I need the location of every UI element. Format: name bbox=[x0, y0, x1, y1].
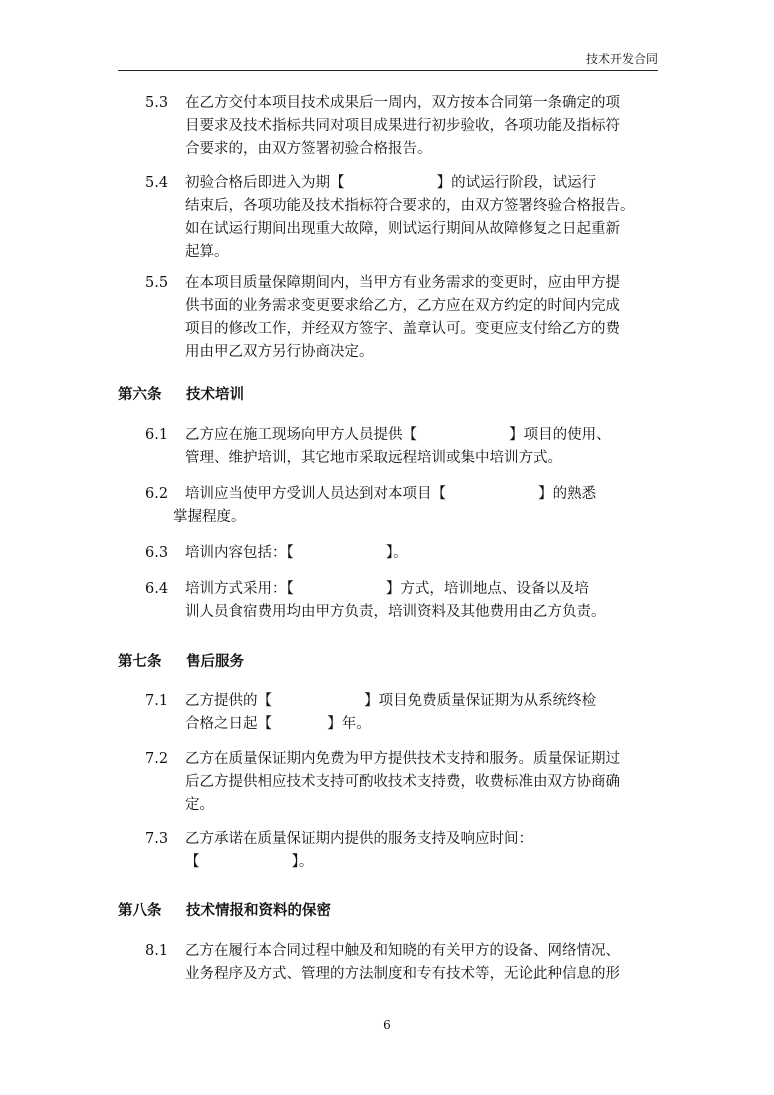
clause-text-line: 乙方在履行本合同过程中触及和知晓的有关甲方的设备、网络情况、 bbox=[185, 943, 620, 959]
clause-text-line: 起算。 bbox=[185, 244, 229, 260]
clause-text-line: 合格之日起【 】年。 bbox=[185, 716, 371, 732]
clause-number: 5.3 bbox=[145, 95, 169, 111]
article-title: 技术情报和资料的保密 bbox=[186, 902, 331, 919]
clause-text-line: 培训方式采用：【 】方式，培训地点、设备以及培 bbox=[185, 581, 589, 597]
clause-number: 6.2 bbox=[145, 486, 169, 502]
clause-7-1 bbox=[145, 690, 665, 736]
clause-text-line: 乙方承诺在质量保证期内提供的服务支持及响应时间： bbox=[185, 831, 533, 847]
clause-text-line: 目要求及技术指标共同对项目成果进行初步验收，各项功能及指标符 bbox=[185, 118, 620, 134]
clause-number: 5.5 bbox=[145, 275, 169, 291]
clause-6-2 bbox=[145, 483, 665, 529]
clause-text-line: 在本项目质量保障期间内，当甲方有业务需求的变更时，应由甲方提 bbox=[185, 275, 620, 291]
clause-7-2 bbox=[145, 748, 665, 817]
header-divider bbox=[118, 70, 658, 71]
article-title: 技术培训 bbox=[186, 386, 244, 403]
clause-6-4 bbox=[145, 578, 665, 624]
page-header-title: 技术开发合同 bbox=[585, 52, 658, 66]
clause-text-line: 初验合格后即进入为期【 】的试运行阶段，试运行 bbox=[185, 175, 597, 191]
article-number: 第六条 bbox=[118, 386, 162, 403]
clause-number: 6.3 bbox=[145, 545, 169, 561]
clause-text-line: 在乙方交付本项目技术成果后一周内，双方按本合同第一条确定的项 bbox=[185, 95, 620, 111]
page-number: 6 bbox=[383, 1018, 391, 1032]
clause-text-line: 后乙方提供相应技术支持可酌收技术支持费，收费标准由双方协商确 bbox=[185, 774, 620, 790]
clause-number: 6.1 bbox=[145, 427, 169, 443]
clause-text-line: 用由甲乙双方另行协商决定。 bbox=[185, 344, 374, 360]
clause-number: 7.2 bbox=[145, 751, 169, 767]
article-6-heading bbox=[118, 383, 244, 404]
article-8-heading bbox=[118, 899, 331, 920]
clause-text-line: 业务程序及方式、管理的方法制度和专有技术等，无论此种信息的形 bbox=[185, 966, 620, 982]
clause-text-line: 合要求的，由双方签署初验合格报告。 bbox=[185, 141, 432, 157]
clause-number: 8.1 bbox=[145, 943, 169, 959]
clause-number: 7.3 bbox=[145, 831, 169, 847]
clause-number: 6.4 bbox=[145, 581, 169, 597]
clause-text-line: 如在试运行期间出现重大故障，则试运行期间从故障修复之日起重新 bbox=[185, 221, 620, 237]
clause-5-4 bbox=[145, 172, 665, 264]
clause-text-line: 乙方在质量保证期内免费为甲方提供技术支持和服务。质量保证期过 bbox=[185, 751, 620, 767]
clause-text-line: 乙方提供的【 】项目免费质量保证期为从系统终检 bbox=[185, 693, 597, 709]
clause-text-line: 供书面的业务需求变更要求给乙方，乙方应在双方约定的时间内完成 bbox=[185, 298, 620, 314]
article-number: 第八条 bbox=[118, 902, 162, 919]
clause-7-3 bbox=[145, 828, 665, 874]
clause-6-1 bbox=[145, 424, 665, 470]
clause-text-line: 【 】。 bbox=[185, 854, 314, 870]
clause-6-3 bbox=[145, 542, 665, 565]
clause-text-line: 训人员食宿费用均由甲方负责，培训资料及其他费用由乙方负责。 bbox=[185, 604, 606, 620]
article-7-heading bbox=[118, 650, 244, 671]
clause-text-line: 培训内容包括：【 】。 bbox=[185, 545, 408, 561]
clause-5-5 bbox=[145, 272, 665, 364]
clause-text-line: 项目的修改工作，并经双方签字、盖章认可。变更应支付给乙方的费 bbox=[185, 321, 620, 337]
clause-number: 5.4 bbox=[145, 175, 169, 191]
clause-number: 7.1 bbox=[145, 693, 169, 709]
clause-text-line: 乙方应在施工现场向甲方人员提供【 】项目的使用、 bbox=[185, 427, 611, 443]
clause-text-line: 定。 bbox=[185, 797, 214, 813]
clause-text-line: 掌握程度。 bbox=[173, 509, 246, 525]
clause-text-line: 管理、维护培训，其它地市采取远程培训或集中培训方式。 bbox=[185, 450, 562, 466]
clause-text-line: 培训应当使甲方受训人员达到对本项目【 】的熟悉 bbox=[185, 486, 597, 502]
clause-8-1 bbox=[145, 940, 665, 986]
clause-5-3 bbox=[145, 92, 665, 161]
article-number: 第七条 bbox=[118, 653, 162, 670]
article-title: 售后服务 bbox=[186, 653, 244, 670]
clause-text-line: 结束后，各项功能及技术指标符合要求的，由双方签署终验合格报告。 bbox=[185, 198, 635, 214]
